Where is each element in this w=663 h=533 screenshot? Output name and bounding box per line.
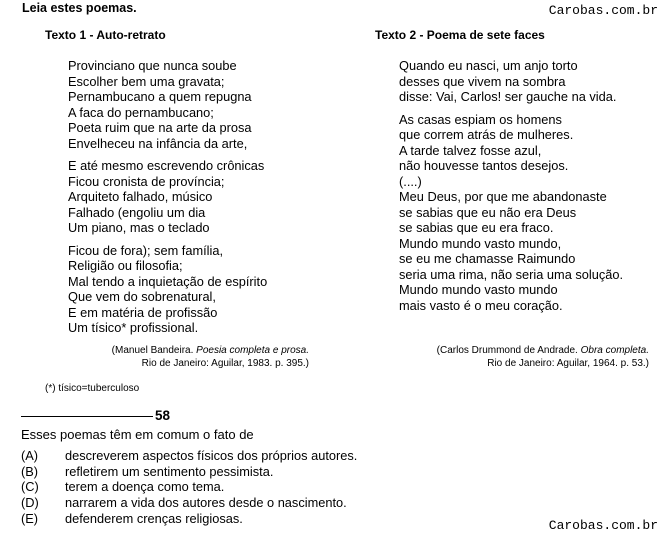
citation-bandeira bbox=[112, 344, 309, 370]
poem-line: Quando eu nasci, um anjo torto bbox=[399, 58, 578, 73]
option-text: narrarem a vida dos autores desde o nascimento. bbox=[65, 495, 347, 511]
poem-line: Envelheceu na infância da arte, bbox=[68, 135, 248, 151]
option-letter: (A) bbox=[21, 448, 39, 463]
stanza bbox=[68, 158, 267, 236]
stanza bbox=[399, 112, 623, 314]
poem-line: Um piano, mas o teclado bbox=[68, 220, 210, 235]
option-letter: (C) bbox=[21, 479, 39, 495]
poem-line: Meu Deus, por que me abandonaste bbox=[399, 189, 607, 204]
poem-line: Escolher bem uma gravata; bbox=[68, 73, 225, 89]
intro-instruction: Leia estes poemas. bbox=[22, 1, 137, 15]
poem-line: Um tísico* profissional. bbox=[68, 320, 199, 335]
option-text: descreverem aspectos físicos dos próprios autores. bbox=[65, 448, 358, 463]
option-text: refletirem um sentimento pessimista. bbox=[65, 463, 274, 479]
option-letter: (B) bbox=[21, 463, 39, 479]
option-c[interactable] bbox=[21, 479, 357, 495]
answer-options bbox=[21, 448, 357, 527]
poem-line: A faca do pernambucano; bbox=[68, 104, 214, 120]
poem-line: seria uma rima, não seria uma solução. bbox=[399, 266, 624, 282]
poem-line: que correm atrás de mulheres. bbox=[399, 127, 574, 142]
poem-line: desses que vivem na sombra bbox=[399, 73, 566, 89]
poem-line: não houvesse tantos desejos. bbox=[399, 158, 569, 173]
option-text: defenderem crenças religiosas. bbox=[65, 510, 243, 526]
citation-author: (Carlos Drummond de Andrade. bbox=[436, 345, 581, 356]
text1-title: Texto 1 - Auto-retrato bbox=[45, 28, 166, 42]
poem-sete-faces bbox=[399, 58, 623, 313]
citation-work: Obra completa. bbox=[580, 345, 649, 356]
citation-imprint: Rio de Janeiro: Aguilar, 1964. p. 53.) bbox=[487, 358, 649, 369]
poem-line: se sabias que eu não era Deus bbox=[399, 204, 577, 220]
poem-line: Mal tendo a inquietação de espírito bbox=[68, 273, 268, 289]
option-d[interactable] bbox=[21, 495, 357, 511]
poem-line: Provinciano que nunca soube bbox=[68, 58, 237, 73]
question-divider bbox=[21, 416, 153, 417]
option-text: terem a doença como tema. bbox=[65, 479, 225, 495]
poem-line: Mundo mundo vasto mundo, bbox=[399, 235, 562, 251]
citation-imprint: Rio de Janeiro: Aguilar, 1983. p. 395.) bbox=[141, 358, 309, 369]
option-e[interactable] bbox=[21, 511, 357, 527]
footnote: (*) tísico=tuberculoso bbox=[45, 383, 140, 394]
poem-line: se sabias que eu era fraco. bbox=[399, 220, 554, 235]
option-b[interactable] bbox=[21, 464, 357, 480]
option-letter: (E) bbox=[21, 510, 39, 526]
stanza bbox=[68, 243, 267, 336]
question-stem: Esses poemas têm em comum o fato de bbox=[21, 427, 254, 442]
poem-line: A tarde talvez fosse azul, bbox=[399, 142, 542, 158]
poem-line: Falhado (engoliu um dia bbox=[68, 204, 206, 220]
poem-line: Mundo mundo vasto mundo bbox=[399, 282, 558, 297]
citation-author: (Manuel Bandeira. bbox=[111, 345, 197, 356]
question-number: 58 bbox=[155, 408, 171, 423]
poem-line: Arquiteto falhado, músico bbox=[68, 189, 213, 204]
poem-line: mais vasto é o meu coração. bbox=[399, 297, 563, 313]
poem-auto-retrato bbox=[68, 58, 267, 336]
poem-line: E em matéria de profissão bbox=[68, 304, 218, 320]
poem-line: Que vem do sobrenatural, bbox=[68, 289, 216, 304]
poem-line: As casas espiam os homens bbox=[399, 111, 562, 127]
poem-line: Ficou cronista de província; bbox=[68, 173, 225, 189]
option-a[interactable] bbox=[21, 448, 357, 464]
poem-line: Pernambucano a quem repugna bbox=[68, 89, 252, 104]
poem-line: Poeta ruim que na arte da prosa bbox=[68, 120, 252, 135]
poem-line: disse: Vai, Carlos! ser gauche na vida. bbox=[399, 89, 617, 104]
poem-line: (....) bbox=[399, 173, 422, 189]
stanza bbox=[68, 58, 267, 151]
poem-line: Religião ou filosofia; bbox=[68, 258, 183, 273]
poem-line: E até mesmo escrevendo crônicas bbox=[68, 158, 265, 173]
citation-work: Poesia completa e prosa. bbox=[196, 345, 309, 356]
text2-title: Texto 2 - Poema de sete faces bbox=[375, 28, 545, 42]
watermark-bottom: Carobas.com.br bbox=[548, 518, 658, 533]
stanza bbox=[399, 58, 623, 105]
poem-line: se eu me chamasse Raimundo bbox=[399, 251, 576, 266]
option-letter: (D) bbox=[21, 495, 39, 511]
poem-line: Ficou de fora); sem família, bbox=[68, 242, 224, 258]
citation-drummond bbox=[437, 344, 649, 370]
watermark-top: Carobas.com.br bbox=[548, 3, 658, 18]
